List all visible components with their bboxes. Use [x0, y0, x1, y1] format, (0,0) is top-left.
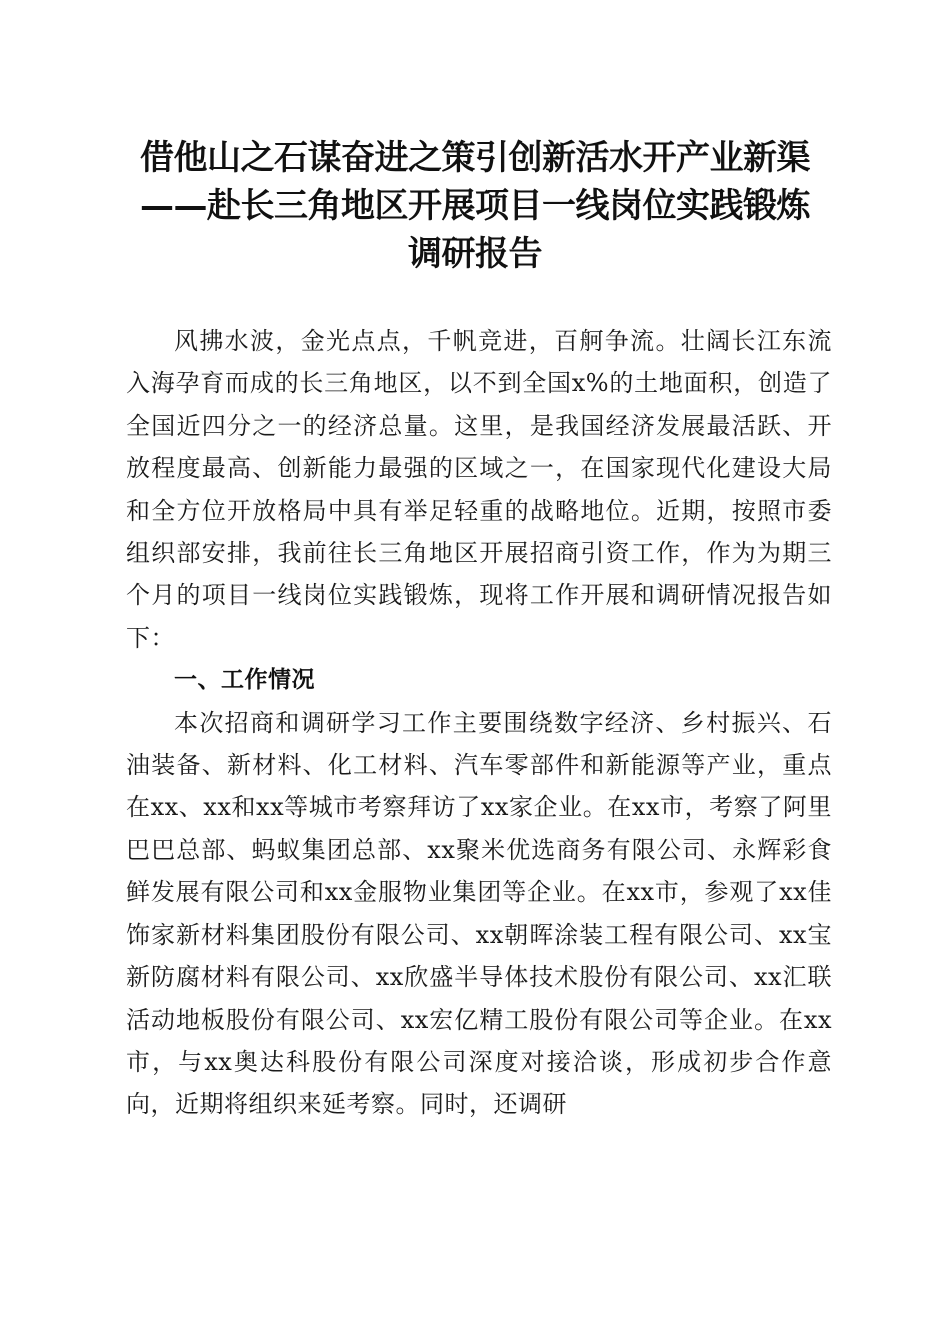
title-line-1: 借他山之石谋奋进之策引创新活水开产业新渠	[140, 138, 810, 178]
intro-paragraph: 风拂水波，金光点点，千帆竞进，百舸争流。壮阔长江东流入海孕育而成的长三角地区，以不到全国x%的土地面积，创造了全国近四分之一的经济总量。这里，是我国经济发展最活跃、开放程度最高、创新能力最强的区域之一，在国家现代化建设大局和全方位开放格局中具有举足轻重的战略地位。近期，按照市委组织部安排，我前往长三角地区开展招商引资工作，作为为期三个月的项目一线岗位实践锻炼，现将工作开展和调研情况报告如下：	[126, 327, 832, 652]
document-body	[126, 320, 832, 1126]
section-heading-work-situation: 一、工作情况	[174, 667, 315, 694]
title-line-3: 调研报告	[408, 234, 542, 274]
title-line-2: ——赴长三角地区开展项目一线岗位实践锻炼	[140, 186, 810, 226]
document-title	[100, 134, 850, 278]
work-situation-paragraph: 本次招商和调研学习工作主要围绕数字经济、乡村振兴、石油装备、新材料、化工材料、汽车零部件和新能源等产业，重点在xx、xx和xx等城市考察拜访了xx家企业。在xx市，考察了阿里巴巴总部、蚂蚁集团总部、xx聚米优选商务有限公司、永辉彩食鲜发展有限公司和xx金服物业集团等企业。在xx市，参观了xx佳饰家新材料集团股份有限公司、xx朝晖涂装工程有限公司、xx宝新防腐材料有限公司、xx欣盛半导体技术股份有限公司、xx汇联活动地板股份有限公司、xx宏亿精工股份有限公司等企业。在xx市，与xx奥达科股份有限公司深度对接洽谈，形成初步合作意向，近期将组织来延考察。同时，还调研	[126, 708, 832, 1119]
